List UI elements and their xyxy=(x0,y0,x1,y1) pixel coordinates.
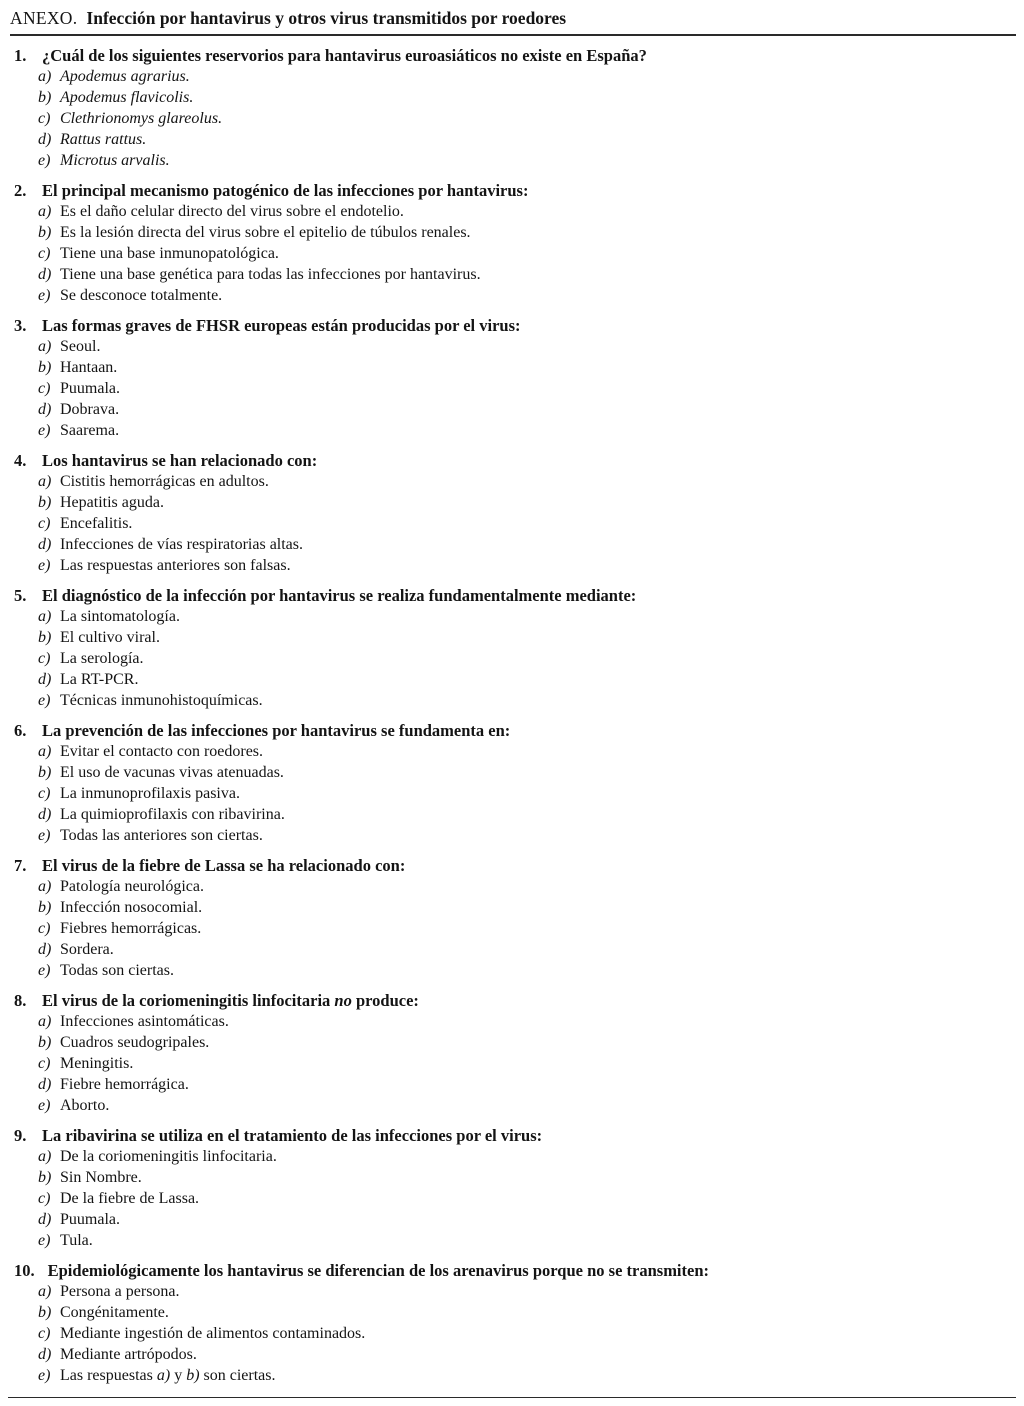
option-row xyxy=(10,243,1016,264)
option-row xyxy=(10,336,1016,357)
option-letter: d) xyxy=(38,1346,52,1363)
italic-text-segment: Apodemus flavicolis. xyxy=(60,89,194,106)
option-row xyxy=(10,804,1016,825)
option-letter: e) xyxy=(38,287,51,304)
option-text xyxy=(60,534,303,555)
option-text xyxy=(60,804,285,825)
option-text xyxy=(60,669,138,690)
option-letter: a) xyxy=(38,473,52,490)
text-segment: Encefalitis. xyxy=(60,515,133,532)
italic-text-segment: no xyxy=(334,991,352,1010)
option-text xyxy=(60,513,132,534)
question-title xyxy=(42,990,419,1011)
option-letter: c) xyxy=(38,380,51,397)
question-block xyxy=(10,720,1016,846)
question-title xyxy=(48,1260,709,1281)
option-text xyxy=(60,243,279,264)
text-segment: Tiene una base genética para todas las infecciones por hantavirus. xyxy=(60,266,481,283)
option-text xyxy=(60,690,263,711)
option-text xyxy=(60,420,119,441)
option-letter: a) xyxy=(38,203,52,220)
option-row xyxy=(10,1230,1016,1251)
question-title xyxy=(42,585,636,606)
option-letter: e) xyxy=(38,152,51,169)
option-row xyxy=(10,606,1016,627)
option-text xyxy=(60,627,160,648)
question-heading xyxy=(10,1260,1016,1281)
option-letter: d) xyxy=(38,806,52,823)
option-text xyxy=(60,1053,133,1074)
text-segment: son ciertas. xyxy=(199,1367,276,1384)
question-number: 3. xyxy=(14,316,27,335)
italic-text-segment: b) xyxy=(186,1367,200,1384)
option-row xyxy=(10,66,1016,87)
option-row xyxy=(10,1344,1016,1365)
text-segment: La sintomatología. xyxy=(60,608,180,625)
option-text xyxy=(60,1281,180,1302)
text-segment: ¿Cuál de los siguientes reservorios para hantavirus euroasiáticos no existe en España? xyxy=(42,46,647,65)
text-segment: El cultivo viral. xyxy=(60,629,160,646)
text-segment: La RT-PCR. xyxy=(60,671,139,688)
option-text xyxy=(60,762,284,783)
text-segment: La ribavirina se utiliza en el tratamiento de las infecciones por el virus: xyxy=(42,1126,543,1145)
text-segment: Cistitis hemorrágicas en adultos. xyxy=(60,473,269,490)
question-number: 4. xyxy=(14,451,27,470)
option-letter: e) xyxy=(38,1097,51,1114)
option-text xyxy=(60,471,269,492)
text-segment: Sin Nombre. xyxy=(60,1169,142,1186)
italic-text-segment: Microtus arvalis. xyxy=(60,152,170,169)
option-text xyxy=(60,918,201,939)
option-letter: b) xyxy=(38,224,52,241)
option-letter: d) xyxy=(38,1076,52,1093)
option-letter: d) xyxy=(38,1211,52,1228)
option-letter: c) xyxy=(38,245,51,262)
italic-text-segment: Rattus rattus. xyxy=(60,131,147,148)
option-text xyxy=(60,1167,142,1188)
text-segment: Todas son ciertas. xyxy=(60,962,174,979)
text-segment: Puumala. xyxy=(60,380,120,397)
bottom-divider xyxy=(8,1397,1016,1398)
text-segment: El uso de vacunas vivas atenuadas. xyxy=(60,764,284,781)
option-row xyxy=(10,534,1016,555)
question-number: 7. xyxy=(14,856,27,875)
option-row xyxy=(10,918,1016,939)
option-text xyxy=(60,264,481,285)
option-text xyxy=(60,129,146,150)
option-letter: d) xyxy=(38,941,52,958)
option-row xyxy=(10,1365,1016,1386)
question-title xyxy=(42,1125,542,1146)
option-text xyxy=(60,150,170,171)
text-segment: Evitar el contacto con roedores. xyxy=(60,743,264,760)
text-segment: Epidemiológicamente los hantavirus se diferencian de los arenavirus porque no se transmiten: xyxy=(47,1261,710,1280)
option-row xyxy=(10,471,1016,492)
option-row xyxy=(10,897,1016,918)
option-letter: e) xyxy=(38,827,51,844)
option-text xyxy=(60,1095,109,1116)
text-segment: Los hantavirus se han relacionado con: xyxy=(42,451,318,470)
option-letter: c) xyxy=(38,515,51,532)
option-letter: a) xyxy=(38,1148,52,1165)
question-heading xyxy=(10,1125,1016,1146)
question-title xyxy=(42,180,528,201)
question-block xyxy=(10,585,1016,711)
option-row xyxy=(10,357,1016,378)
option-letter: c) xyxy=(38,1055,51,1072)
question-title xyxy=(42,450,317,471)
option-letter: c) xyxy=(38,785,51,802)
option-row xyxy=(10,492,1016,513)
text-segment: produce: xyxy=(351,991,419,1010)
option-text xyxy=(60,1011,229,1032)
text-segment: Las respuestas xyxy=(60,1367,157,1384)
option-text xyxy=(60,1302,169,1323)
text-segment: Persona a persona. xyxy=(60,1283,180,1300)
option-letter: b) xyxy=(38,359,52,376)
text-segment: Fiebres hemorrágicas. xyxy=(60,920,202,937)
question-block xyxy=(10,180,1016,306)
option-letter: a) xyxy=(38,1283,52,1300)
option-row xyxy=(10,264,1016,285)
text-segment: Las formas graves de FHSR europeas están producidas por el virus: xyxy=(42,316,521,335)
option-letter: e) xyxy=(38,1367,51,1384)
option-letter: d) xyxy=(38,401,52,418)
text-segment: Es la lesión directa del virus sobre el epitelio de túbulos renales. xyxy=(60,224,471,241)
option-row xyxy=(10,1032,1016,1053)
text-segment: Puumala. xyxy=(60,1211,120,1228)
text-segment: La prevención de las infecciones por hantavirus se fundamenta en: xyxy=(42,721,511,740)
question-number: 6. xyxy=(14,721,27,740)
question-block xyxy=(10,855,1016,981)
question-block xyxy=(10,1260,1016,1386)
question-title xyxy=(42,45,647,66)
question-block xyxy=(10,45,1016,171)
option-letter: c) xyxy=(38,920,51,937)
italic-text-segment: Clethrionomys glareolus. xyxy=(60,110,223,127)
option-letter: c) xyxy=(38,1325,51,1342)
question-heading xyxy=(10,585,1016,606)
text-segment: Tiene una base inmunopatológica. xyxy=(60,245,279,262)
option-letter: e) xyxy=(38,1232,51,1249)
option-row xyxy=(10,627,1016,648)
question-number: 2. xyxy=(14,181,27,200)
italic-text-segment: Apodemus agrarius. xyxy=(60,68,190,85)
text-segment: Hepatitis aguda. xyxy=(60,494,164,511)
option-letter: b) xyxy=(38,764,52,781)
question-heading xyxy=(10,720,1016,741)
text-segment: Cuadros seudogripales. xyxy=(60,1034,210,1051)
option-text xyxy=(60,87,193,108)
question-heading xyxy=(10,990,1016,1011)
text-segment: El virus de la coriomeningitis linfocitaria xyxy=(42,991,335,1010)
text-segment: Técnicas inmunohistoquímicas. xyxy=(60,692,263,709)
option-text xyxy=(60,1365,276,1386)
option-row xyxy=(10,513,1016,534)
option-text xyxy=(60,876,204,897)
text-segment: La serología. xyxy=(60,650,144,667)
option-text xyxy=(60,783,240,804)
option-letter: d) xyxy=(38,671,52,688)
option-text xyxy=(60,1230,93,1251)
text-segment: Hantaan. xyxy=(60,359,118,376)
text-segment: De la fiebre de Lassa. xyxy=(60,1190,200,1207)
option-letter: c) xyxy=(38,650,51,667)
option-letter: e) xyxy=(38,557,51,574)
option-letter: e) xyxy=(38,422,51,439)
option-text xyxy=(60,897,202,918)
text-segment: Infección nosocomial. xyxy=(60,899,203,916)
text-segment: El virus de la fiebre de Lassa se ha relacionado con: xyxy=(42,856,406,875)
question-number: 5. xyxy=(14,586,27,605)
document-header xyxy=(10,7,1016,29)
text-segment: Seoul. xyxy=(60,338,101,355)
questions-list xyxy=(10,45,1016,1386)
text-segment: Es el daño celular directo del virus sobre el endotelio. xyxy=(60,203,404,220)
option-text xyxy=(60,648,144,669)
question-heading xyxy=(10,180,1016,201)
option-text xyxy=(60,222,471,243)
option-letter: b) xyxy=(38,494,52,511)
text-segment: Congénitamente. xyxy=(60,1304,169,1321)
question-number: 1. xyxy=(14,46,27,65)
option-row xyxy=(10,222,1016,243)
header-label: ANEXO. xyxy=(10,8,78,28)
option-text xyxy=(60,1323,365,1344)
option-letter: a) xyxy=(38,878,52,895)
text-segment: Patología neurológica. xyxy=(60,878,204,895)
option-text xyxy=(60,1209,120,1230)
question-block xyxy=(10,450,1016,576)
option-row xyxy=(10,399,1016,420)
text-segment: Meningitis. xyxy=(60,1055,134,1072)
option-letter: d) xyxy=(38,266,52,283)
option-text xyxy=(60,939,114,960)
option-row xyxy=(10,555,1016,576)
option-row xyxy=(10,108,1016,129)
option-row xyxy=(10,741,1016,762)
text-segment: Mediante ingestión de alimentos contaminados. xyxy=(60,1325,366,1342)
option-letter: d) xyxy=(38,536,52,553)
option-text xyxy=(60,357,117,378)
option-row xyxy=(10,1209,1016,1230)
option-letter: b) xyxy=(38,629,52,646)
option-row xyxy=(10,1074,1016,1095)
option-row xyxy=(10,825,1016,846)
option-text xyxy=(60,285,222,306)
option-letter: e) xyxy=(38,692,51,709)
option-letter: a) xyxy=(38,608,52,625)
text-segment: El diagnóstico de la infección por hantavirus se realiza fundamentalmente mediante: xyxy=(42,586,637,605)
option-text xyxy=(60,201,404,222)
option-text xyxy=(60,66,190,87)
question-title xyxy=(42,855,405,876)
option-row xyxy=(10,1053,1016,1074)
question-heading xyxy=(10,855,1016,876)
option-letter: d) xyxy=(38,131,52,148)
text-segment: Tula. xyxy=(60,1232,93,1249)
option-row xyxy=(10,1188,1016,1209)
option-row xyxy=(10,87,1016,108)
text-segment: Dobrava. xyxy=(60,401,120,418)
text-segment: Infecciones de vías respiratorias altas. xyxy=(60,536,304,553)
text-segment: De la coriomeningitis linfocitaria. xyxy=(60,1148,277,1165)
option-letter: b) xyxy=(38,1034,52,1051)
option-row xyxy=(10,762,1016,783)
option-text xyxy=(60,741,263,762)
text-segment: Saarema. xyxy=(60,422,120,439)
option-row xyxy=(10,129,1016,150)
question-title xyxy=(42,720,510,741)
option-row xyxy=(10,201,1016,222)
option-letter: e) xyxy=(38,962,51,979)
italic-text-segment: a) xyxy=(156,1367,171,1384)
text-segment: El principal mecanismo patogénico de las infecciones por hantavirus: xyxy=(42,181,529,200)
question-block xyxy=(10,1125,1016,1251)
option-text xyxy=(60,825,263,846)
option-row xyxy=(10,1011,1016,1032)
text-segment: La quimioprofilaxis con ribavirina. xyxy=(60,806,285,823)
option-text xyxy=(60,1146,277,1167)
question-heading xyxy=(10,315,1016,336)
question-number: 8. xyxy=(14,991,27,1010)
option-letter: a) xyxy=(38,743,52,760)
option-text xyxy=(60,378,120,399)
text-segment: La inmunoprofilaxis pasiva. xyxy=(60,785,240,802)
question-heading xyxy=(10,45,1016,66)
question-number: 9. xyxy=(14,1126,27,1145)
text-segment: Mediante artrópodos. xyxy=(60,1346,197,1363)
question-heading xyxy=(10,450,1016,471)
option-letter: b) xyxy=(38,1169,52,1186)
option-letter: b) xyxy=(38,1304,52,1321)
text-segment: Las respuestas anteriores son falsas. xyxy=(60,557,291,574)
option-row xyxy=(10,1281,1016,1302)
question-block xyxy=(10,990,1016,1116)
option-row xyxy=(10,150,1016,171)
text-segment: Infecciones asintomáticas. xyxy=(60,1013,229,1030)
option-row xyxy=(10,1146,1016,1167)
option-letter: c) xyxy=(38,1190,51,1207)
option-letter: a) xyxy=(38,338,52,355)
option-text xyxy=(60,1032,209,1053)
option-row xyxy=(10,669,1016,690)
option-text xyxy=(60,336,100,357)
option-row xyxy=(10,876,1016,897)
option-text xyxy=(60,960,174,981)
question-block xyxy=(10,315,1016,441)
option-row xyxy=(10,1095,1016,1116)
option-row xyxy=(10,285,1016,306)
option-row xyxy=(10,648,1016,669)
option-text xyxy=(60,606,180,627)
option-text xyxy=(60,108,222,129)
option-row xyxy=(10,960,1016,981)
option-text xyxy=(60,1344,197,1365)
option-text xyxy=(60,399,119,420)
text-segment: y xyxy=(170,1367,187,1384)
option-row xyxy=(10,1167,1016,1188)
option-letter: a) xyxy=(38,1013,52,1030)
option-letter: b) xyxy=(38,899,52,916)
text-segment: Se desconoce totalmente. xyxy=(60,287,223,304)
text-segment: Aborto. xyxy=(60,1097,110,1114)
option-row xyxy=(10,783,1016,804)
option-letter: a) xyxy=(38,68,52,85)
option-row xyxy=(10,939,1016,960)
option-text xyxy=(60,555,291,576)
text-segment: Fiebre hemorrágica. xyxy=(60,1076,189,1093)
option-row xyxy=(10,420,1016,441)
page-title: Infección por hantavirus y otros virus transmitidos por roedores xyxy=(86,8,567,28)
option-row xyxy=(10,378,1016,399)
question-number: 10. xyxy=(14,1261,35,1280)
option-row xyxy=(10,1302,1016,1323)
text-segment: Todas las anteriores son ciertas. xyxy=(60,827,263,844)
option-text xyxy=(60,1074,189,1095)
option-text xyxy=(60,492,164,513)
text-segment: Sordera. xyxy=(60,941,114,958)
option-letter: b) xyxy=(38,89,52,106)
option-row xyxy=(10,690,1016,711)
option-text xyxy=(60,1188,199,1209)
option-row xyxy=(10,1323,1016,1344)
option-letter: c) xyxy=(38,110,51,127)
question-title xyxy=(42,315,521,336)
header-divider xyxy=(10,34,1016,36)
